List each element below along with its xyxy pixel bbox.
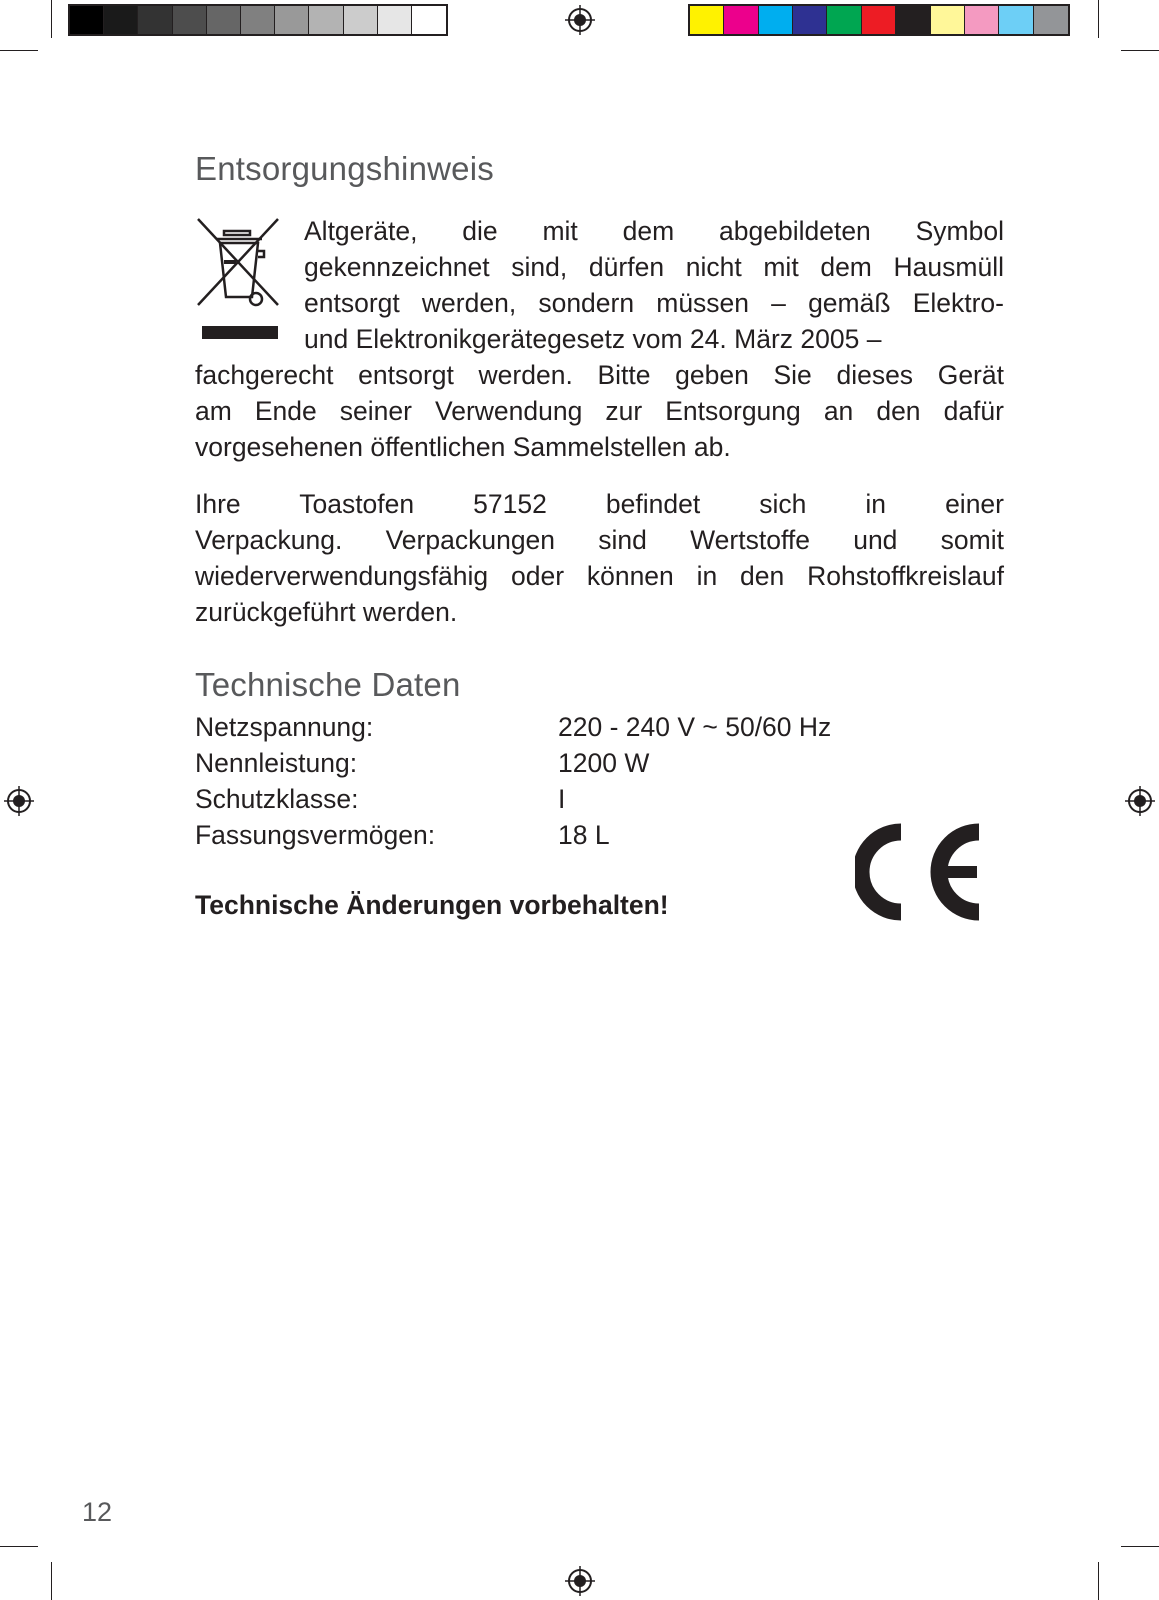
disposal-paragraph-1-continued [195,357,1004,429]
registration-mark-icon [565,1566,595,1596]
spec-label: Fassungsvermögen: [195,820,436,850]
registration-mark-icon [565,5,595,35]
spec-value: 18 L [558,820,610,850]
crop-mark [51,0,52,38]
text-line: zurückgeführt werden. [195,597,458,627]
crop-mark [1098,1562,1099,1600]
color-swatch [931,6,965,34]
color-swatch [378,6,412,34]
color-swatch [896,6,930,34]
page-number: 12 [82,1497,113,1527]
ce-mark-icon [855,823,985,921]
spec-label: Schutzklasse: [195,784,359,814]
text-line: wiederverwendungsfähig oder können in den Rohstoffkreislauf [195,561,1004,591]
text-line: fachgerecht entsorgt werden. Bitte geben Sie dieses Gerät [195,360,1004,390]
spec-label: Nennleistung: [195,748,358,778]
tech-heading: Technische Daten [195,666,461,703]
color-swatch [173,6,207,34]
text-line: am Ende seiner Verwendung zur Entsorgung an den dafür [195,396,1004,426]
spec-label: Netzspannung: [195,712,374,742]
crop-mark [1121,1546,1159,1547]
color-swatch [999,6,1033,34]
disposal-paragraph-1-end [304,321,1004,357]
color-swatch [241,6,275,34]
text-line: entsorgt werden, sondern müssen – gemäß Elektro- [304,288,1004,318]
spec-value: 220 - 240 V ~ 50/60 Hz [558,712,832,742]
color-swatch [690,6,724,34]
color-swatch [827,6,861,34]
packaging-paragraph-end [195,594,1004,630]
packaging-paragraph [195,486,1004,594]
color-swatch [1034,6,1068,34]
color-swatch [275,6,309,34]
color-swatch [207,6,241,34]
color-swatch [412,6,446,34]
crossed-out-wheelie-bin-icon [194,215,284,345]
gray-scale-bar [68,4,448,36]
color-swatch [309,6,343,34]
color-swatch [793,6,827,34]
text-line: Verpackung. Verpackungen sind Wertstoffe und somit [195,525,1004,555]
crop-mark [1098,0,1099,38]
color-swatch [759,6,793,34]
color-swatch [70,6,104,34]
color-calibration-bar [688,4,1070,36]
technical-changes-note: Technische Änderungen vorbehalten! [195,890,669,920]
text-line: Ihre Toastofen 57152 befindet sich in einer [195,489,1004,519]
color-swatch [724,6,758,34]
text-line: gekennzeichnet sind, dürfen nicht mit dem Hausmüll [304,252,1004,282]
color-swatch [344,6,378,34]
text-line: vorgesehenen öffentlichen Sammelstellen ab. [195,432,731,462]
crop-mark [0,1546,38,1547]
crop-mark [1121,50,1159,51]
color-swatch [138,6,172,34]
crop-mark [0,50,38,51]
text-line: und Elektronikgerätegesetz vom 24. März 2005 – [304,324,882,354]
disposal-paragraph-1 [304,213,1004,321]
color-swatch [862,6,896,34]
spec-value: 1200 W [558,748,650,778]
spec-value: I [558,784,566,814]
disposal-heading: Entsorgungshinweis [195,150,494,187]
disposal-paragraph-1-continued-end [195,429,1004,465]
crop-mark [51,1562,52,1600]
registration-mark-icon [1125,786,1155,816]
registration-mark-icon [4,786,34,816]
color-swatch [965,6,999,34]
color-swatch [104,6,138,34]
text-line: Altgeräte, die mit dem abgebildeten Symbol [304,216,1004,246]
